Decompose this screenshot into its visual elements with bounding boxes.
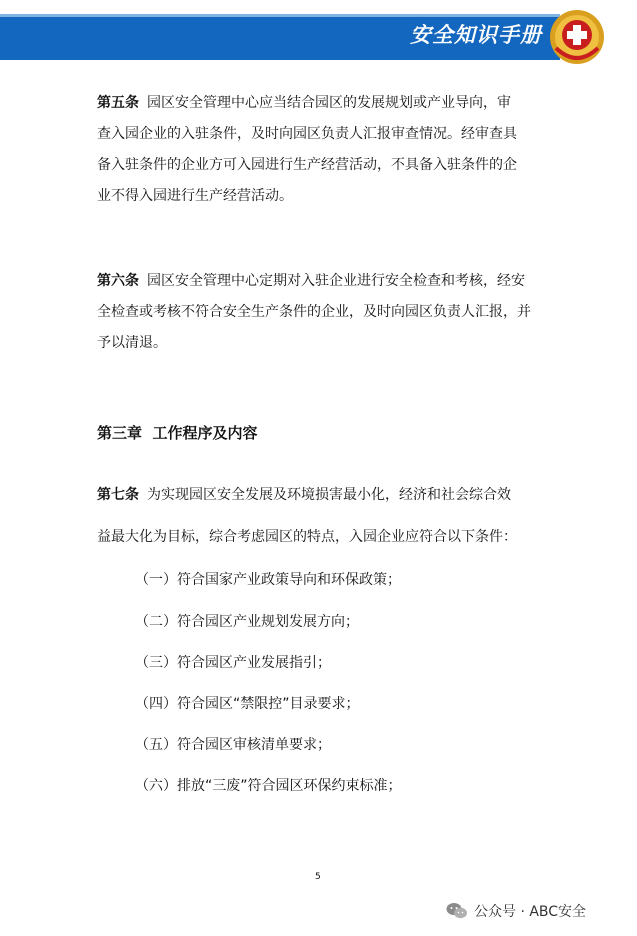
chapter-label: 第三章 <box>97 424 143 442</box>
article-text: 园区安全管理中心定期对入驻企业进行安全检查和考核，经安 <box>147 273 525 289</box>
article-label: 第七条 <box>97 487 139 503</box>
article-text: 园区安全管理中心应当结合园区的发展规划或产业导向，审 <box>147 95 511 111</box>
list-item: （五）符合园区审核清单要求； <box>135 737 331 753</box>
list-item: （四）符合园区“禁限控”目录要求； <box>135 696 360 712</box>
wechat-icon <box>446 902 468 920</box>
article-7 <box>97 474 557 558</box>
watermark-text: 公众号 · ABC安全 <box>474 904 587 920</box>
article-label: 第六条 <box>97 273 139 289</box>
list-item: （六）排放“三废”符合园区环保约束标准； <box>135 778 402 794</box>
article-6 <box>97 266 557 359</box>
article-text: 业不得入园进行生产经营活动。 <box>97 188 293 204</box>
list-item: （二）符合园区产业规划发展方向； <box>135 614 359 630</box>
article-label: 第五条 <box>97 95 139 111</box>
article-text: 为实现园区安全发展及环境损害最小化，经济和社会综合效 <box>147 487 511 503</box>
watermark <box>446 901 586 921</box>
article-text: 予以清退。 <box>97 335 167 351</box>
article-5 <box>97 88 557 212</box>
handbook-title: 安全知识手册 <box>410 23 542 47</box>
chapter-heading <box>97 422 257 443</box>
article-text: 全检查或考核不符合安全生产条件的企业，及时向园区负责人汇报，并 <box>97 304 531 320</box>
article-text: 查入园企业的入驻条件，及时向园区负责人汇报审查情况。经审查具 <box>97 126 517 142</box>
list-item: （一）符合国家产业政策导向和环保政策； <box>135 572 401 588</box>
chapter-title: 工作程序及内容 <box>152 424 258 442</box>
safety-cross-emblem-icon <box>548 8 606 66</box>
page-number: 5 <box>315 872 321 882</box>
header-stripe <box>0 57 560 60</box>
list-item: （三）符合园区产业发展指引； <box>135 655 331 671</box>
article-text: 益最大化为目标，综合考虑园区的特点，入园企业应符合以下条件： <box>97 529 517 545</box>
article-text: 备入驻条件的企业方可入园进行生产经营活动，不具备入驻条件的企 <box>97 157 517 173</box>
